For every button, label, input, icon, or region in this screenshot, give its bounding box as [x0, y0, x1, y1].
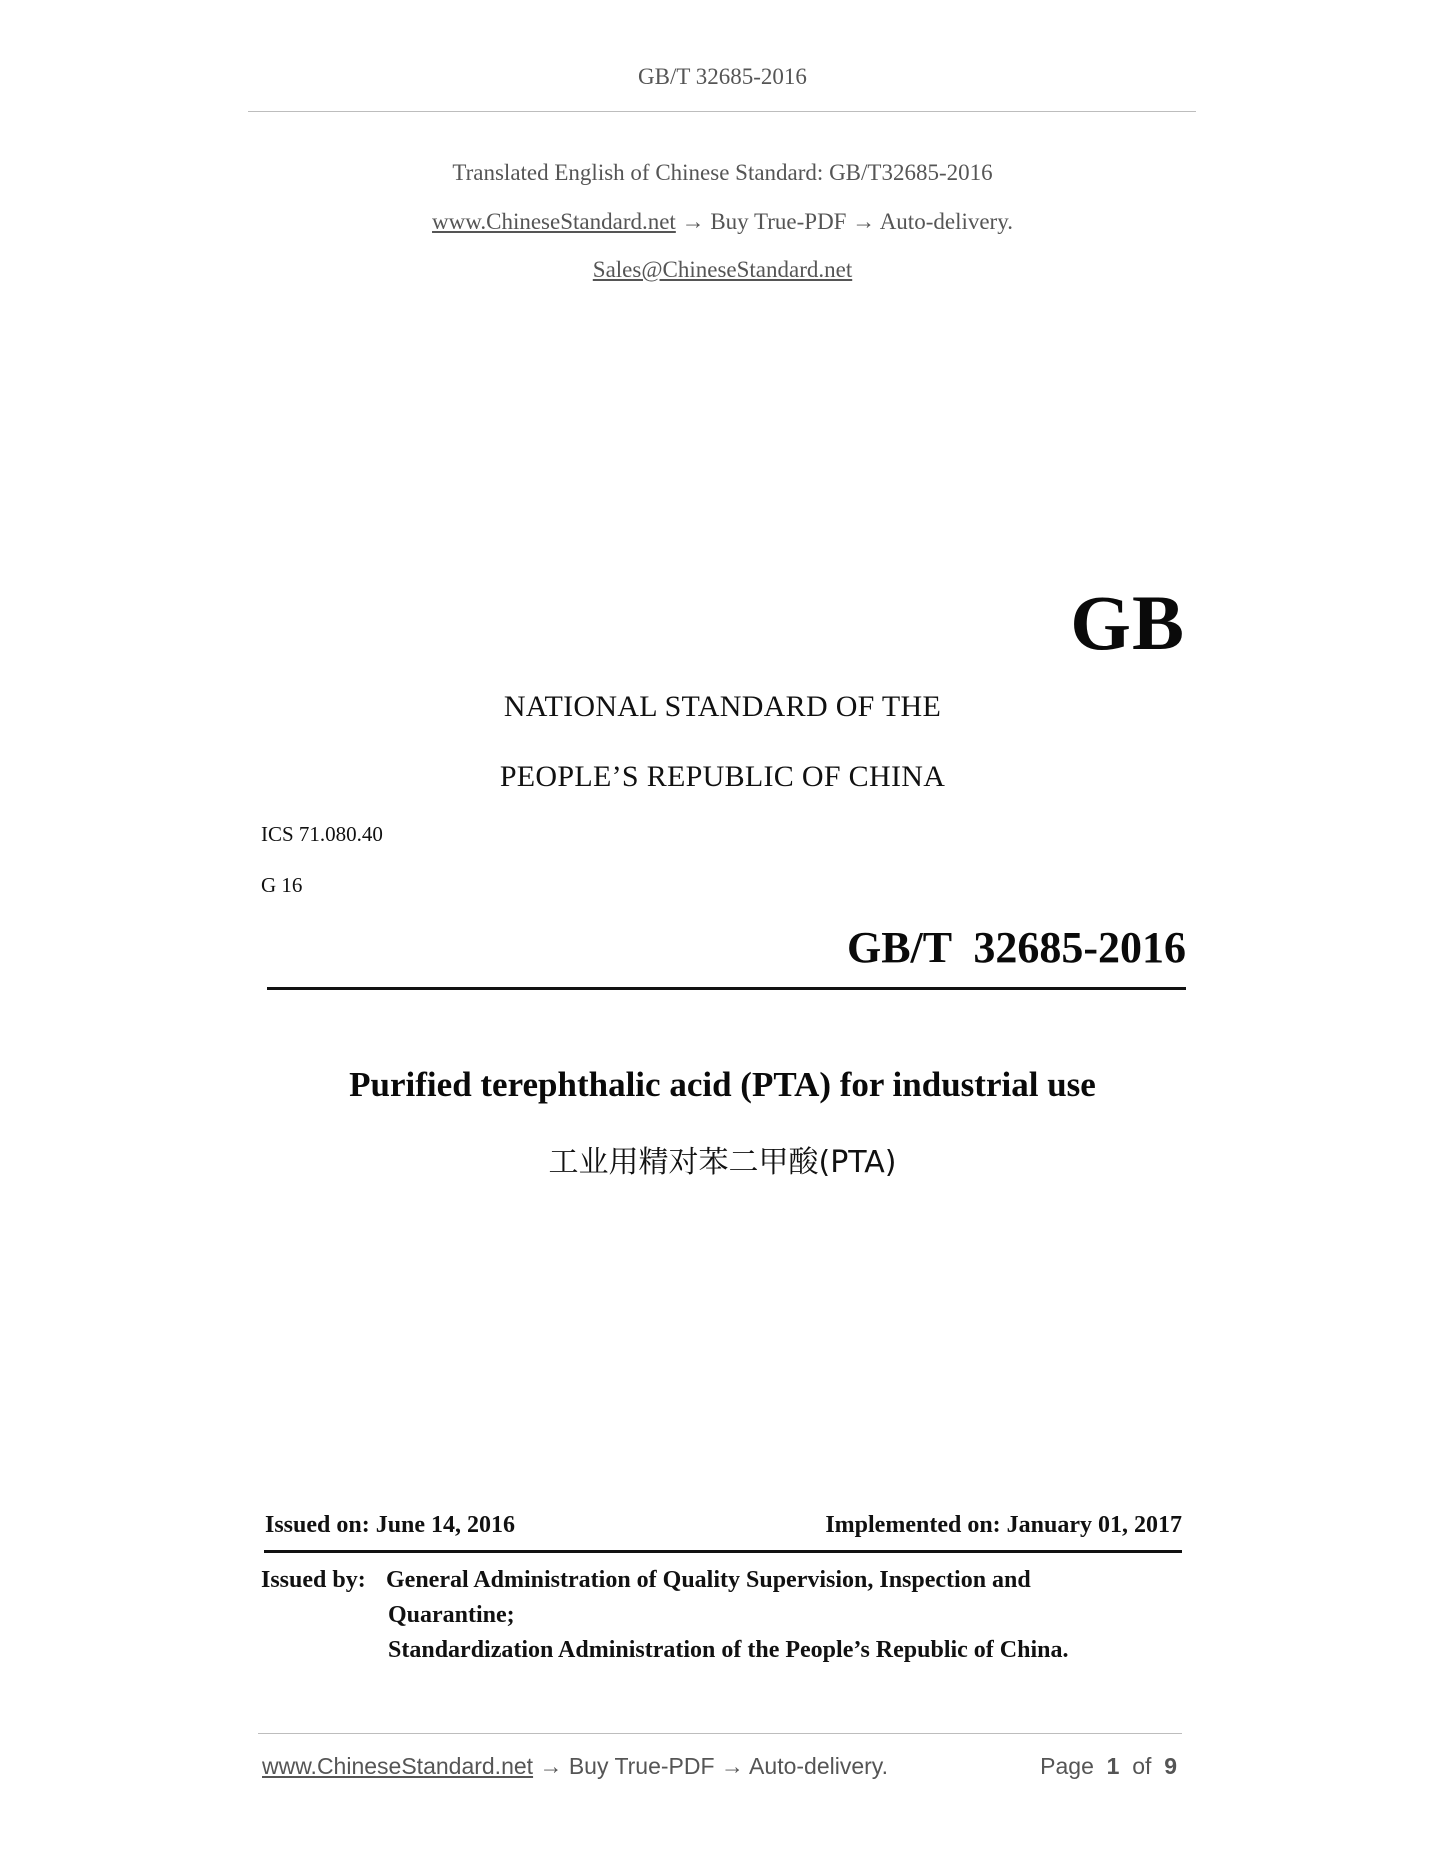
footer-promo: [262, 1753, 888, 1780]
running-header: GB/T 32685-2016: [638, 64, 807, 89]
issuer-line3: Standardization Administration of the People’s Republic of China.: [388, 1637, 1069, 1663]
title-chinese: 工业用精对苯二甲酸(PTA): [548, 1145, 897, 1180]
promo-buy-line: [0, 209, 1445, 235]
ccs-code: G 16: [261, 873, 303, 897]
ics-code: ICS 71.080.40: [261, 822, 383, 846]
promo-translated-line: Translated English of Chinese Standard: GB/T32685-2016: [452, 160, 993, 185]
gb-mark: GB: [1070, 579, 1185, 666]
page-of: of: [1132, 1753, 1152, 1779]
site-link[interactable]: www.ChineseStandard.net: [432, 209, 676, 234]
page-indicator: [1040, 1753, 1177, 1780]
national-standard-line1: NATIONAL STANDARD OF THE: [503, 690, 942, 723]
title-english: Purified terephthalic acid (PTA) for industrial use: [349, 1065, 1096, 1104]
footer-buy-text: → Buy True-PDF → Auto-delivery.: [533, 1753, 888, 1779]
buy-text: → Buy True-PDF → Auto-delivery.: [675, 209, 1013, 234]
footer-divider: [258, 1733, 1182, 1734]
issuer-label: Issued by:: [261, 1567, 366, 1593]
email-link[interactable]: Sales@ChineseStandard.net: [592, 257, 853, 282]
issued-date: Issued on: June 14, 2016: [265, 1512, 516, 1538]
footer-site-link[interactable]: www.ChineseStandard.net: [262, 1753, 534, 1779]
header-divider: [248, 111, 1196, 112]
page-total: 9: [1164, 1753, 1177, 1779]
implemented-date: Implemented on: January 01, 2017: [825, 1512, 1182, 1538]
code-divider: [267, 987, 1186, 990]
page-current: 1: [1106, 1753, 1120, 1779]
page-label: Page: [1040, 1753, 1094, 1779]
dates-divider: [264, 1550, 1182, 1553]
standard-code: GB/T 32685-2016: [846, 923, 1186, 972]
issuer-line1: General Administration of Quality Supervision, Inspection and: [386, 1567, 1031, 1593]
issuer-line2: Quarantine;: [388, 1602, 515, 1628]
national-standard-line2: PEOPLE’S REPUBLIC OF CHINA: [499, 760, 946, 793]
promo-email-line: [0, 257, 1445, 283]
